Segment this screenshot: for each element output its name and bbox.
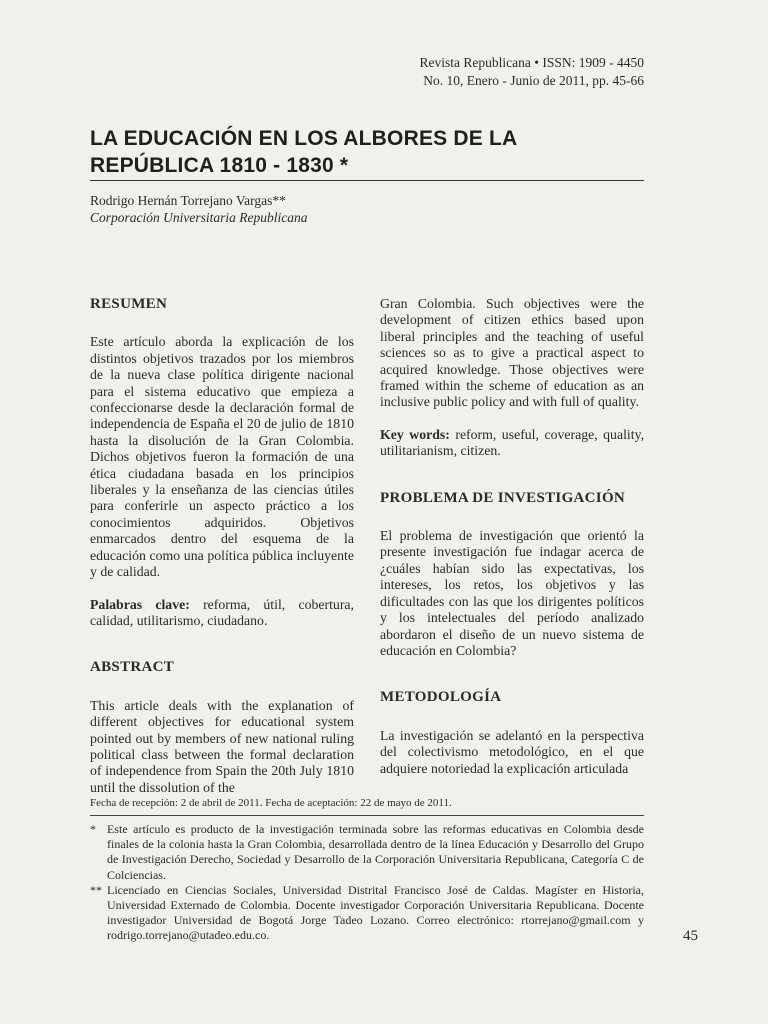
footnote: [90, 822, 644, 883]
author-affiliation: Corporación Universitaria Republicana: [90, 210, 308, 225]
right-column: [380, 296, 644, 777]
key-words-text: reform, useful, coverage, quality, utilitarianism, citizen.: [380, 426, 645, 459]
footnote-rule: [90, 815, 644, 816]
title-line-2: REPÚBLICA 1810 - 1830 *: [90, 154, 349, 177]
left-column: [90, 296, 354, 796]
metodologia-heading: METODOLOGÍA: [380, 689, 502, 706]
journal-issue-line: No. 10, Enero - Junio de 2011, pp. 45-66: [423, 73, 644, 88]
abstract-text-start: This article deals with the explanation of different objectives for educational system pointed out by members of new national ruling political class between the formal declaration of independence from Spain the 20th July 1810 until the dissolution of the: [90, 697, 354, 795]
footnote-text: Licenciado en Ciencias Sociales, Universidad Distrital Francisco José de Caldas. Magíster en Historia, Universidad Externado de Colombia. Docente investigador Corporación Universitaria Republicana. Docente investigador Universidad de Bogotá Jorge Tadeo Lozano. Correo electrónico: rtorrejano@gmail.com y rodrigo.torrejano@utadeo.edu.co.: [107, 882, 644, 943]
metodologia-text: La investigación se adelantó en la perspectiva del colectivismo metodológico, en el que adquiere notoriedad la explicación articulada: [380, 727, 644, 776]
palabras-clave-text: reforma, útil, cobertura, calidad, utilitarismo, ciudadano.: [90, 596, 355, 628]
abstract-text-continued: Gran Colombia. Such objectives were the development of citizen ethics based upon liberal principles and the teaching of useful sciences so as to give a practical aspect to acquired knowledge. Those objectives were framed within the scheme of education as an inclusive public policy and with full of quality.: [380, 296, 644, 410]
page-number: 45: [683, 928, 698, 944]
problema-text: El problema de investigación que orientó la presente investigación fue indagar acerca de ¿cuáles habían sido las expectativas, los intereses, los retos, los objetivos y las dificultades con las que los dirigentes políticos y los intelectuales del período analizado abordaron el diseño de un nuevo sistema de educación en Colombia?: [380, 528, 644, 658]
resumen-heading: RESUMEN: [90, 296, 168, 312]
title-line-1: LA EDUCACIÓN EN LOS ALBORES DE LA: [90, 127, 518, 150]
author-name: Rodrigo Hernán Torrejano Vargas**: [90, 193, 286, 208]
footnote-text: Este artículo es producto de la investigación terminada sobre las reformas educativas en Colombia desde finales de la colonia hasta la Gran Colombia, desarrollada dentro de la línea Educación y Desarrollo del Grupo de Investigación Derecho, Sociedad y Desarrollo de la Corporación Universitaria Republicana, Categoría C de Colciencias.: [107, 822, 644, 882]
palabras-clave: [90, 597, 354, 630]
author-block: [90, 192, 307, 226]
footnote-mark: *: [90, 822, 96, 836]
palabras-clave-label: Palabras clave:: [90, 596, 190, 612]
abstract-heading: ABSTRACT: [90, 659, 175, 676]
reception-dates: Fecha de recepción: 2 de abril de 2011. Fecha de aceptación: 22 de mayo de 2011.: [90, 797, 452, 809]
problema-heading: PROBLEMA DE INVESTIGACIÓN: [380, 489, 626, 506]
footnote-mark: **: [90, 882, 102, 897]
key-words: [380, 427, 644, 460]
key-words-label: Key words:: [380, 426, 450, 442]
footnote: [90, 883, 644, 944]
journal-header: [420, 54, 644, 90]
journal-issn-line: Revista Republicana • ISSN: 1909 - 4450: [419, 55, 644, 70]
title-rule: [90, 180, 644, 181]
article-title: [90, 125, 650, 179]
footnotes: [90, 822, 644, 944]
resumen-text: Este artículo aborda la explicación de los distintos objetivos trazados por los miembros de la nueva clase política dirigente nacional para el sistema educativo que empieza a confeccionarse desde la declaración formal de independencia de España el 20 de julio de 1810 hasta la disolución de la Gran Colombia. Dichos objetivos fueron la formación de una ética ciudadana basada en los principios liberales y la enseñanza de las ciencias útiles para conferirle un aspecto práctico a los conocimientos adquiridos. Objetivos enmarcados dentro del esquema de la educación como una política pública incluyente y de calidad.: [90, 334, 354, 580]
